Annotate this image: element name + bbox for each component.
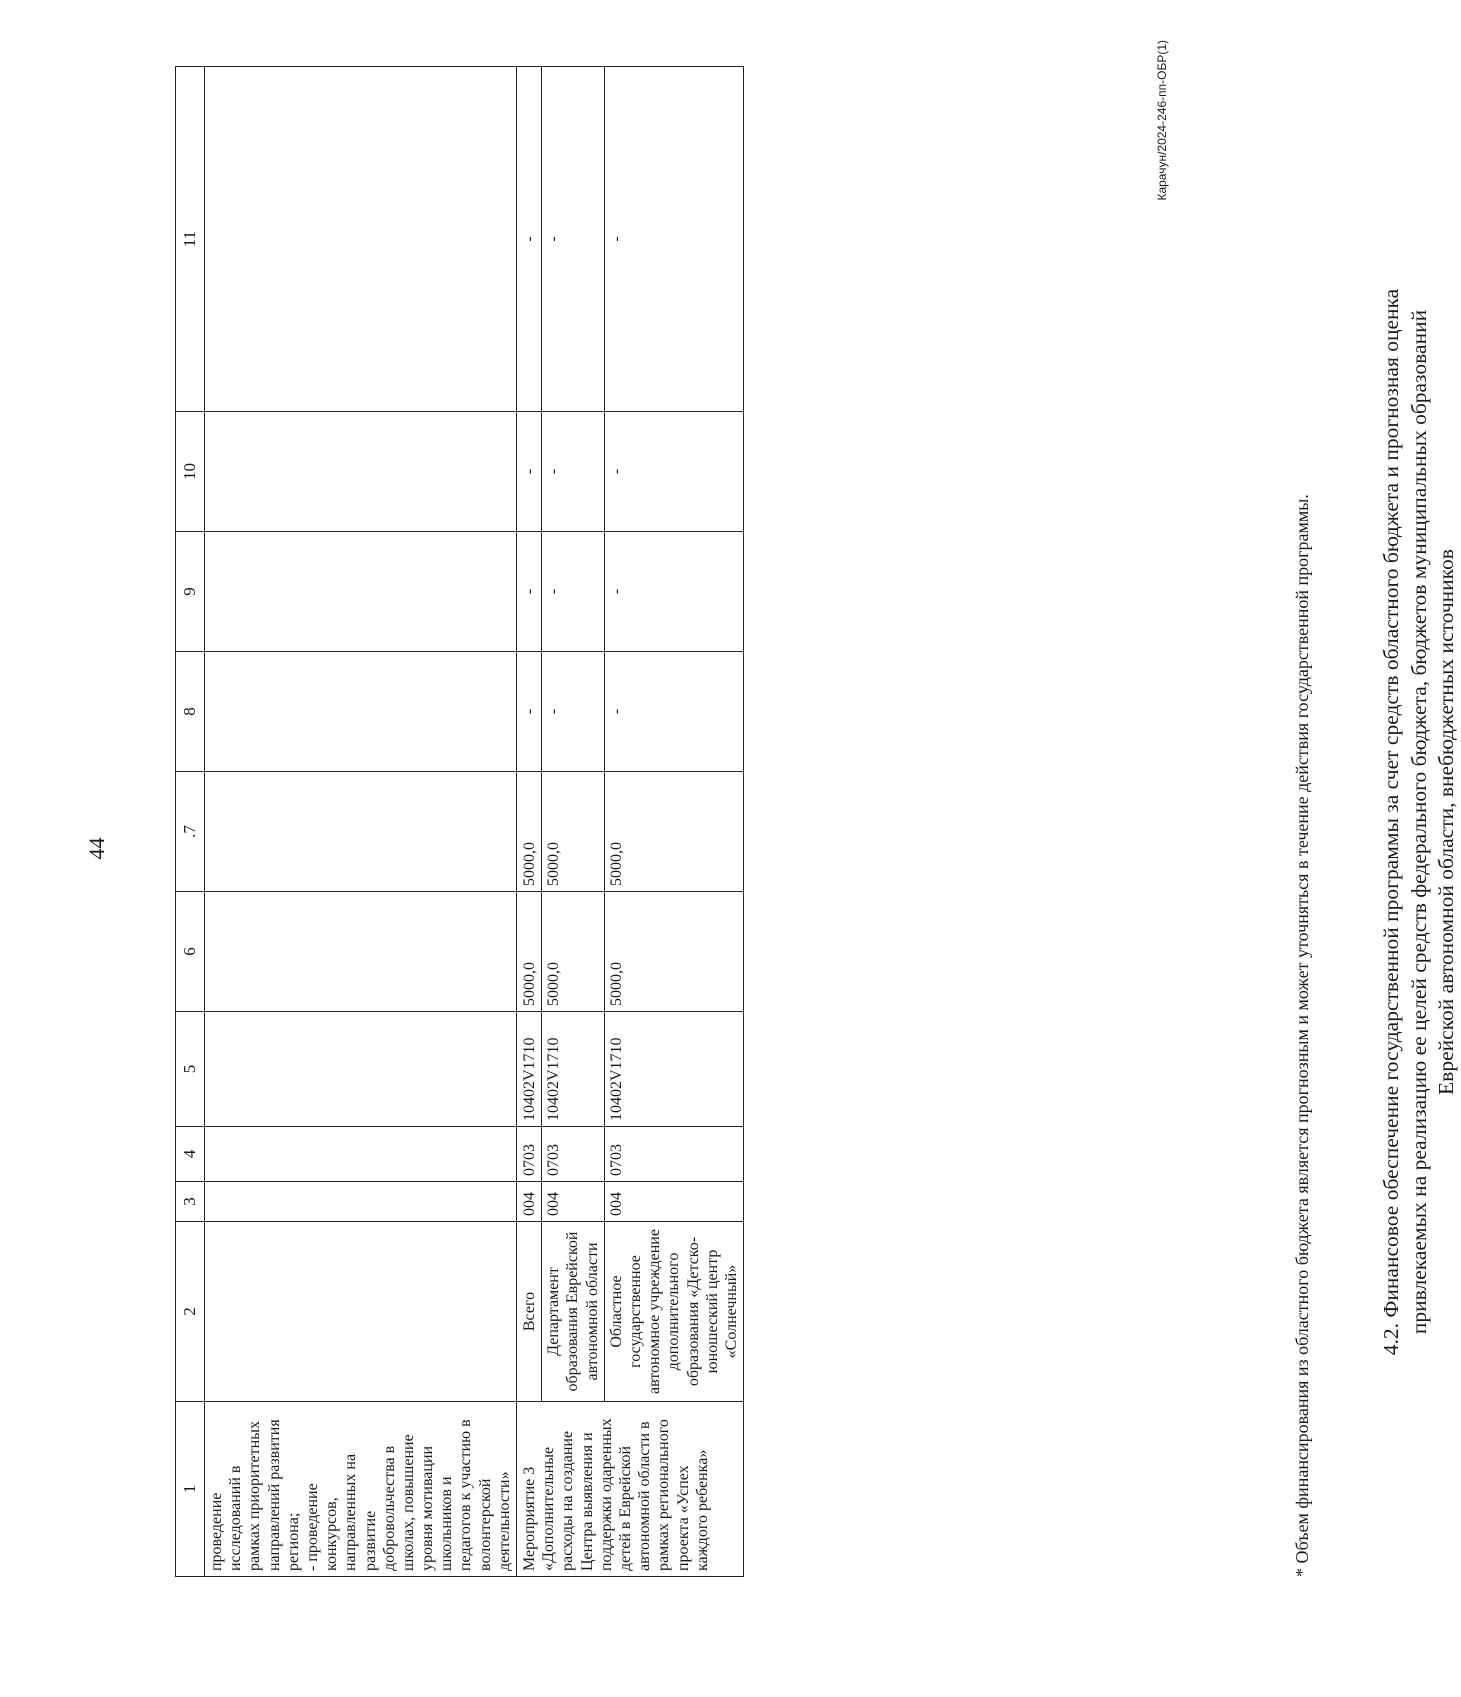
activity-line: каждого ребенка» — [693, 1449, 711, 1571]
amount-cell: - — [604, 412, 743, 532]
header-col-6: 6 — [176, 892, 205, 1012]
executor-line: образования Еврейской — [564, 1231, 582, 1392]
header-col-9: 9 — [176, 532, 205, 652]
empty-cell — [205, 772, 517, 892]
table-header-row — [176, 67, 205, 1577]
amount-cell: 5000,0 — [517, 892, 542, 1012]
activity-line: детей в Еврейской — [616, 1445, 634, 1571]
continued-line: рамках приоритетных — [246, 1421, 264, 1571]
amount-cell: - — [542, 412, 605, 532]
activity-description-cell — [517, 1402, 744, 1577]
executor-cell — [542, 1222, 605, 1402]
header-col-8: 8 — [176, 652, 205, 772]
amount-cell: - — [542, 532, 605, 652]
continued-line: проведение — [208, 1492, 225, 1571]
empty-cell — [205, 892, 517, 1012]
continued-line: конкурсов, — [323, 1497, 341, 1571]
empty-cell — [205, 1127, 517, 1182]
executor-line: дополнительного — [665, 1252, 683, 1371]
executor-line: автономное учреждение — [646, 1229, 664, 1394]
section-title-line: Еврейской автономной области, внебюджетных источников — [1434, 549, 1459, 1095]
activity-line: поддержки одаренных — [597, 1418, 615, 1571]
continued-line: направлений развития — [265, 1419, 283, 1571]
grbs-cell: 004 — [604, 1182, 743, 1222]
footnote: * Объем финансирования из областного бюджета является прогнозным и может уточняться в течение действия государственной программы. — [1292, 494, 1312, 1577]
amount-cell: - — [542, 652, 605, 772]
activity-line: «Дополнительные — [540, 1446, 558, 1571]
empty-cell — [205, 67, 517, 412]
continued-line: исследований в — [227, 1465, 245, 1571]
continued-line: добровольчества в — [380, 1445, 398, 1571]
header-col-2: 2 — [176, 1222, 205, 1402]
csr-cell: 10402V1710 — [604, 1012, 743, 1127]
header-col-5: 5 — [176, 1012, 205, 1127]
csr-cell: 10402V1710 — [517, 1012, 542, 1127]
header-col-10: 10 — [176, 412, 205, 532]
amount-cell: 5000,0 — [542, 772, 605, 892]
continued-line: развитие — [361, 1510, 379, 1571]
rzpr-cell: 0703 — [517, 1127, 542, 1182]
amount-cell: - — [517, 532, 542, 652]
empty-cell — [205, 532, 517, 652]
executor-cell — [517, 1222, 542, 1402]
continued-line: - проведение — [303, 1483, 321, 1571]
amount-cell: - — [604, 532, 743, 652]
empty-cell — [205, 1012, 517, 1127]
header-col-4: 4 — [176, 1127, 205, 1182]
section-title — [1378, 67, 1461, 1577]
rzpr-cell: 0703 — [604, 1127, 743, 1182]
amount-cell: 5000,0 — [542, 892, 605, 1012]
page-number: 44 — [84, 837, 109, 860]
executor-line: Областное — [607, 1275, 625, 1348]
grbs-cell: 004 — [542, 1182, 605, 1222]
executor-line: государственное — [626, 1255, 644, 1368]
executor-line: Всего — [521, 1291, 538, 1332]
executor-line: юношеский центр — [703, 1249, 721, 1374]
continued-line: школьников и — [438, 1476, 456, 1571]
amount-cell: 5000,0 — [517, 772, 542, 892]
empty-cell — [205, 412, 517, 532]
continued-line: волонтерской — [476, 1478, 494, 1571]
table-row-continued — [205, 67, 517, 1577]
executor-cell — [604, 1222, 743, 1402]
document-code: Карачун/2024-246-пп-ОБР(1) — [1155, 40, 1169, 201]
grbs-cell: 004 — [517, 1182, 542, 1222]
header-col-1: 1 — [176, 1402, 205, 1577]
table-row-department — [542, 67, 605, 1577]
amount-cell: - — [517, 67, 542, 412]
continued-line: направленных на — [342, 1453, 360, 1571]
amount-cell: - — [542, 67, 605, 412]
table-row-total — [517, 67, 542, 1577]
activity-line: Центра выявления и — [578, 1432, 596, 1571]
continued-description-cell — [205, 1402, 517, 1577]
activity-line: проекта «Успех — [674, 1465, 692, 1571]
executor-line: образования «Детско- — [684, 1236, 702, 1387]
empty-cell — [205, 1222, 517, 1402]
executor-line: «Солнечный» — [722, 1264, 740, 1359]
continued-line: школах, повышение — [399, 1434, 417, 1571]
empty-cell — [205, 1182, 517, 1222]
continued-line: региона; — [284, 1512, 302, 1571]
amount-cell: 5000,0 — [604, 772, 743, 892]
section-title-line: 4.2. Финансовое обеспечение государственной программы за счет средств областного бюджета и прогнозная оценка — [1379, 288, 1403, 1356]
executor-line: Департамент — [545, 1267, 563, 1356]
activity-line: автономной области в — [636, 1421, 654, 1571]
table-row-institution — [604, 67, 743, 1577]
amount-cell: - — [604, 67, 743, 412]
amount-cell: - — [604, 652, 743, 772]
continued-line: деятельности» — [495, 1471, 513, 1571]
csr-cell: 10402V1710 — [542, 1012, 605, 1127]
empty-cell — [205, 652, 517, 772]
executor-line: автономной области — [583, 1242, 601, 1381]
section-title-line: привлекаемых на реализацию ее целей средств федерального бюджета, бюджетов муниципальных образований — [1406, 309, 1431, 1335]
amount-cell: - — [517, 652, 542, 772]
header-col-7: .7 — [176, 772, 205, 892]
continued-line: уровня мотивации — [419, 1445, 437, 1571]
activity-line: рамках регионального — [655, 1419, 673, 1571]
header-col-3: 3 — [176, 1182, 205, 1222]
continued-line: педагогов к участию в — [457, 1419, 475, 1571]
financing-table — [175, 66, 744, 1577]
amount-cell: 5000,0 — [604, 892, 743, 1012]
activity-line: Мероприятие 3 — [521, 1466, 538, 1571]
rzpr-cell: 0703 — [542, 1127, 605, 1182]
amount-cell: - — [517, 412, 542, 532]
header-col-11: 11 — [176, 67, 205, 412]
activity-line: расходы на создание — [559, 1430, 577, 1571]
